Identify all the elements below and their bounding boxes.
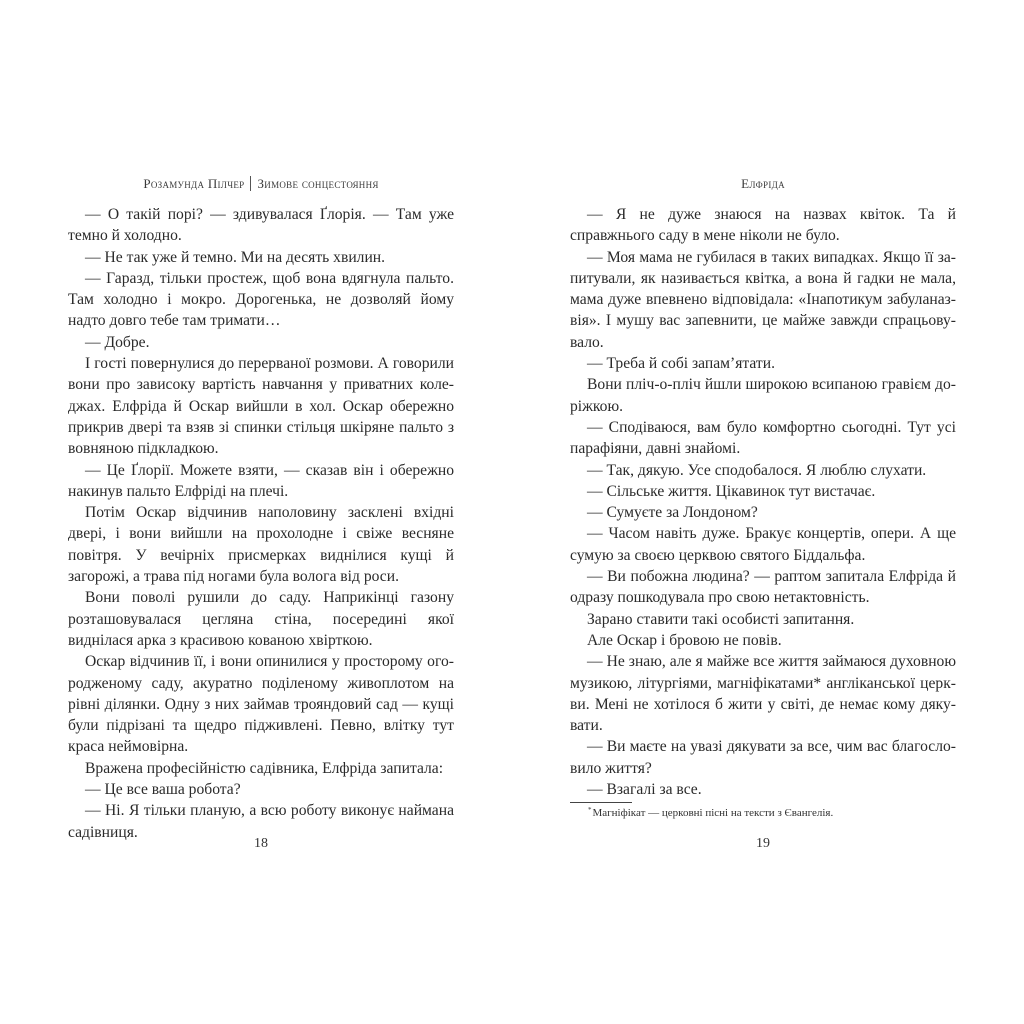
paragraph: — Це Ґлорії. Можете взяти, — сказав він і обережно накинув пальто Елфріді на плечі. <box>68 461 454 500</box>
paragraph: — Сільське життя. Цікавинок тут вистачає. <box>587 482 876 500</box>
paragraph: І гості повернулися до перерваної розмови. А говорили вони про зависоку вартість навчання у приватних коледжах. Елфріда й Оскар вийшли в хол. Оскар обережно прикрив двері та взяв зі спинки стільця шкіряне пальто з вовняною підкладкою. <box>68 355 454 458</box>
paragraph: — Ви побожна людина? — раптом запитала Елфріда й одразу пошкодувала про свою нетактовність. <box>570 568 956 607</box>
author-name: Розамунда Пілчер <box>143 176 245 191</box>
page-number-right: 19 <box>756 836 770 851</box>
paragraph: — Сумуєте за Лондоном? <box>587 504 758 522</box>
book-title: Зимове сонцестояння <box>257 176 379 191</box>
paragraph: Зарано ставити такі особисті запитання. <box>587 610 855 628</box>
paragraph: — Це все ваша робота? <box>85 781 241 799</box>
footnote-text: Магніфікат — церковні пісні на тексти з Євангелія. <box>592 807 834 819</box>
paragraph: — Не так уже й темно. Ми на десять хвилин. <box>85 248 386 266</box>
paragraph: — Я не дуже знаюся на назвах квіток. Та й справжнього саду в мене ніколи не було. <box>570 206 956 245</box>
paragraph: — О такій порі? — здивувалася Ґлорія. — Там уже темно й холодно. <box>68 206 454 245</box>
paragraph: — Добре. <box>85 333 150 351</box>
paragraph: — Не знаю, але я майже все життя займаюся духовною музикою, літургіями, магніфікатами* англіканської церкви. Мені не хотілося б жити у світі, де немає кому дякувати. <box>570 653 956 735</box>
paragraph: Вони повoлі рушили до саду. Наприкінці газону розташовувалася цегляна стіна, посередині якої виднілася арка з красивою кованою хвірткою. <box>68 589 454 649</box>
chapter-title: Елфріда <box>741 176 785 191</box>
paragraph: — Треба й собі запам’ятати. <box>587 355 775 373</box>
paragraph: Оскар відчинив її, і вони опинилися у просторому огородженому саду, акуратно поділеному живоплотом на рівні ділянки. Одну з них займав трояндовий сад — кущі були підрізані та щедро підживлені. Певно, влітку тут краса неймовірна. <box>68 653 454 756</box>
page-number-left: 18 <box>254 836 268 851</box>
footnote <box>588 806 833 819</box>
body-text-right <box>570 204 956 800</box>
paragraph: — Часом навіть дуже. Бракує концертів, опери. А ще сумую за своєю церквою святого Біддальфа. <box>570 525 956 564</box>
paragraph: Але Оскар і бровою не повів. <box>587 631 782 649</box>
footnote-rule <box>570 802 632 803</box>
running-head-right <box>570 176 956 192</box>
footnote-marker: * <box>588 806 592 814</box>
header-separator <box>250 176 251 191</box>
paragraph: — Ви маєте на увазі дякувати за все, чим вас благословило життя? <box>570 738 956 777</box>
paragraph: — Ні. Я тільки планую, а всю роботу виконує наймана садівниця. <box>68 802 454 841</box>
paragraph: — Сподіваюся, вам було комфортно сьогодні. Тут усі парафіяни, давні знайомі. <box>570 418 956 458</box>
paragraph: — Так, дякую. Усе сподобалося. Я люблю слухати. <box>587 461 927 479</box>
paragraph: — Гаразд, тільки простеж, щоб вона вдягнула пальто. Там холодно і мокро. Дорогенька, не дозволяй йому надто довго тебе там тримати… <box>68 269 454 330</box>
paragraph: Вражена професійністю садівника, Елфріда запитала: <box>85 759 444 777</box>
running-head-left <box>68 176 454 192</box>
paragraph: — Моя мама не губилася в таких випадках. Якщо її запитували, як називається квітка, а вона й гадки не мала, мама дуже впевнено відповідала: «Інапотикум забуланазвія». І мушу вас запевнити, це майже завжди спрацьовувало. <box>570 248 956 351</box>
paragraph: Потім Оскар відчинив наполовину засклені вхідні двері, і вони вийшли на прохолодне і свіже весняне повітря. У вечірніх присмерках виднілися кущі й загорожі, а трава під ногами була волога від роси. <box>68 504 454 586</box>
paragraph: Вони пліч-о-пліч йшли широкою всипаною гравієм доріжкою. <box>570 376 956 415</box>
body-text-left <box>68 204 454 843</box>
paragraph: — Взагалі за все. <box>587 781 702 799</box>
